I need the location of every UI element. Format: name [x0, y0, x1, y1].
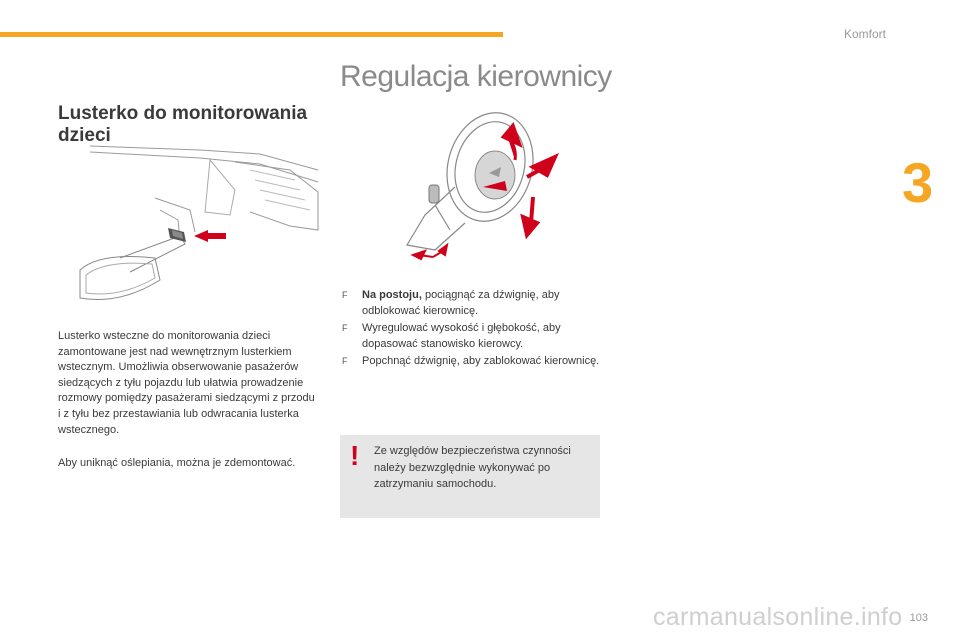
page-title: Regulacja kierownicy: [340, 60, 612, 93]
bullet-icon: F: [342, 323, 348, 334]
depth-arrow-icon: [527, 157, 555, 177]
warning-text: Ze względów bezpieczeństwa czynności należy bezwzględnie wykonywać po zatrzymaniu samochodu.: [374, 445, 571, 490]
child-mirror-illustration: [60, 140, 322, 310]
steering-wheel-illustration: [395, 105, 570, 270]
adjustment-steps: [340, 288, 605, 372]
mirror-removal-note: Aby uniknąć oślepiania, można je zdemontować.: [58, 457, 296, 469]
release-arrow-icon: [413, 251, 433, 259]
bullet-icon: F: [342, 356, 348, 367]
warning-icon: !: [350, 440, 360, 471]
mirror-section-heading: Lusterko do monitorowania dzieci: [58, 103, 308, 146]
step-text: Popchnąć dźwignię, aby zablokować kierownicę.: [362, 355, 600, 368]
chapter-number: 3: [902, 151, 934, 214]
lock-arrow-icon: [433, 245, 447, 257]
section-name: Komfort: [843, 27, 886, 41]
list-item: [340, 288, 605, 319]
safety-warning-box: [340, 435, 600, 518]
step-text: pociągnąć za dźwignię, aby odblokować kierownicę.: [362, 289, 560, 317]
step-text: Wyregulować wysokość i głębokość, aby dopasować stanowisko kierowcy.: [362, 322, 561, 350]
list-item: [340, 354, 605, 370]
header-accent-bar: [0, 32, 503, 37]
arrow-icon: [194, 230, 226, 242]
bullet-icon: F: [342, 290, 348, 300]
height-arrow-icon: [523, 197, 537, 235]
mirror-description: Lusterko wsteczne do monitorowania dzieci zamontowane jest nad wewnętrznym lusterkiem wstecznym. Umożliwia obserwowanie pasażerów siedzących z tyłu pojazdu lub ułatwia prowadzenie rozmowy pomiędzy pasażerami siedzącymi z przodu i z tyłu bez przestawiania lub odwracania lusterka wstecznego.: [58, 330, 315, 436]
page-number: 103: [909, 612, 928, 624]
watermark: carmanualsonline.info: [653, 603, 903, 631]
list-item: [340, 321, 605, 352]
step-bold-label: Na postoju,: [362, 289, 422, 301]
